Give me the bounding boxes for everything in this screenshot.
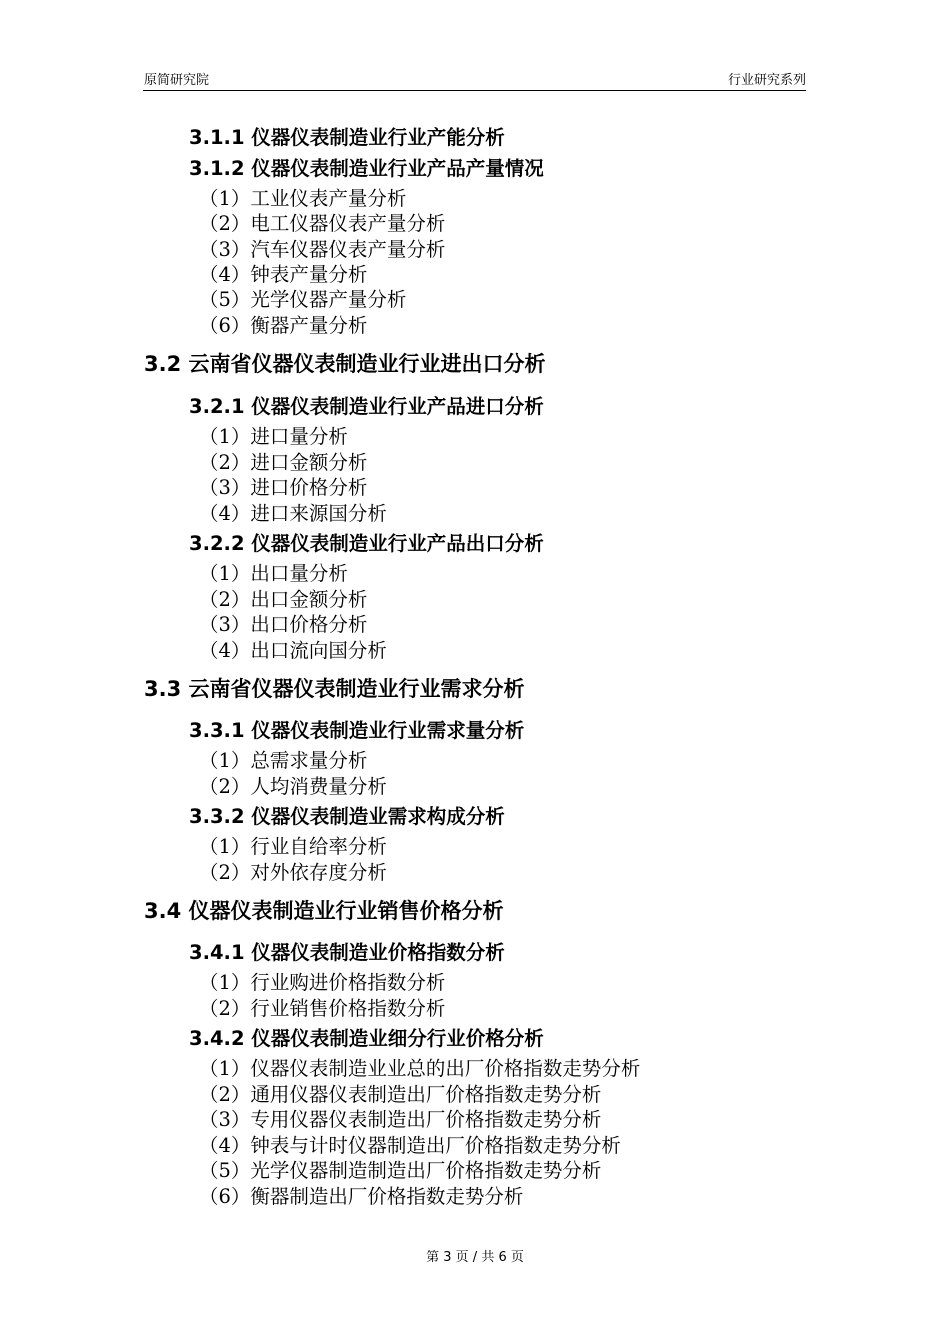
toc-item: （4）钟表产量分析 bbox=[199, 263, 368, 286]
toc-item: （4）进口来源国分析 bbox=[199, 502, 387, 525]
toc-item: （3）出口价格分析 bbox=[199, 613, 368, 636]
toc-item: （1）出口量分析 bbox=[199, 562, 348, 585]
toc-item: （2）出口金额分析 bbox=[199, 588, 368, 611]
toc-item: （1）行业购进价格指数分析 bbox=[199, 971, 446, 994]
toc-subsection-heading: 3.2.1 仪器仪表制造业行业产品进口分析 bbox=[189, 395, 544, 418]
toc-item: （5）光学仪器产量分析 bbox=[199, 288, 407, 311]
header-publisher: 原简研究院 bbox=[144, 73, 210, 88]
toc-subsection-heading: 3.3.2 仪器仪表制造业需求构成分析 bbox=[189, 805, 505, 828]
toc-item: （2）进口金额分析 bbox=[199, 451, 368, 474]
toc-item: （3）进口价格分析 bbox=[199, 476, 368, 499]
toc-item: （2）电工仪器仪表产量分析 bbox=[199, 212, 446, 235]
toc-section-heading: 3.3 云南省仪器仪表制造业行业需求分析 bbox=[144, 677, 525, 701]
toc-item: （3）汽车仪器仪表产量分析 bbox=[199, 238, 446, 261]
toc-item: （4）钟表与计时仪器制造出厂价格指数走势分析 bbox=[199, 1134, 621, 1157]
toc-item: （2）行业销售价格指数分析 bbox=[199, 997, 446, 1020]
toc-item: （1）工业仪表产量分析 bbox=[199, 187, 407, 210]
toc-item: （6）衡器制造出厂价格指数走势分析 bbox=[199, 1185, 524, 1208]
toc-item: （1）行业自给率分析 bbox=[199, 835, 387, 858]
toc-item: （2）人均消费量分析 bbox=[199, 775, 387, 798]
toc-item: （6）衡器产量分析 bbox=[199, 314, 368, 337]
toc-subsection-heading: 3.4.2 仪器仪表制造业细分行业价格分析 bbox=[189, 1027, 544, 1050]
toc-subsection-heading: 3.2.2 仪器仪表制造业行业产品出口分析 bbox=[189, 532, 544, 555]
toc-subsection-heading: 3.4.1 仪器仪表制造业价格指数分析 bbox=[189, 941, 505, 964]
toc-item: （1）进口量分析 bbox=[199, 425, 348, 448]
toc-item: （2）通用仪器仪表制造出厂价格指数走势分析 bbox=[199, 1083, 602, 1106]
page-number: 第 3 页 / 共 6 页 bbox=[426, 1250, 524, 1265]
toc-item: （1）仪器仪表制造业业总的出厂价格指数走势分析 bbox=[199, 1057, 641, 1080]
header-series: 行业研究系列 bbox=[727, 73, 806, 88]
toc-subsection-heading: 3.1.2 仪器仪表制造业行业产品产量情况 bbox=[189, 157, 544, 180]
toc-subsection-heading: 3.1.1 仪器仪表制造业行业产能分析 bbox=[189, 126, 505, 149]
toc-item: （3）专用仪器仪表制造出厂价格指数走势分析 bbox=[199, 1108, 602, 1131]
toc-item: （1）总需求量分析 bbox=[199, 749, 368, 772]
toc-section-heading: 3.4 仪器仪表制造业行业销售价格分析 bbox=[144, 899, 504, 923]
toc-subsection-heading: 3.3.1 仪器仪表制造业行业需求量分析 bbox=[189, 719, 525, 742]
toc-section-heading: 3.2 云南省仪器仪表制造业行业进出口分析 bbox=[144, 352, 546, 376]
toc-item: （2）对外依存度分析 bbox=[199, 861, 387, 884]
toc-item: （5）光学仪器制造制造出厂价格指数走势分析 bbox=[199, 1159, 602, 1182]
toc-item: （4）出口流向国分析 bbox=[199, 639, 387, 662]
